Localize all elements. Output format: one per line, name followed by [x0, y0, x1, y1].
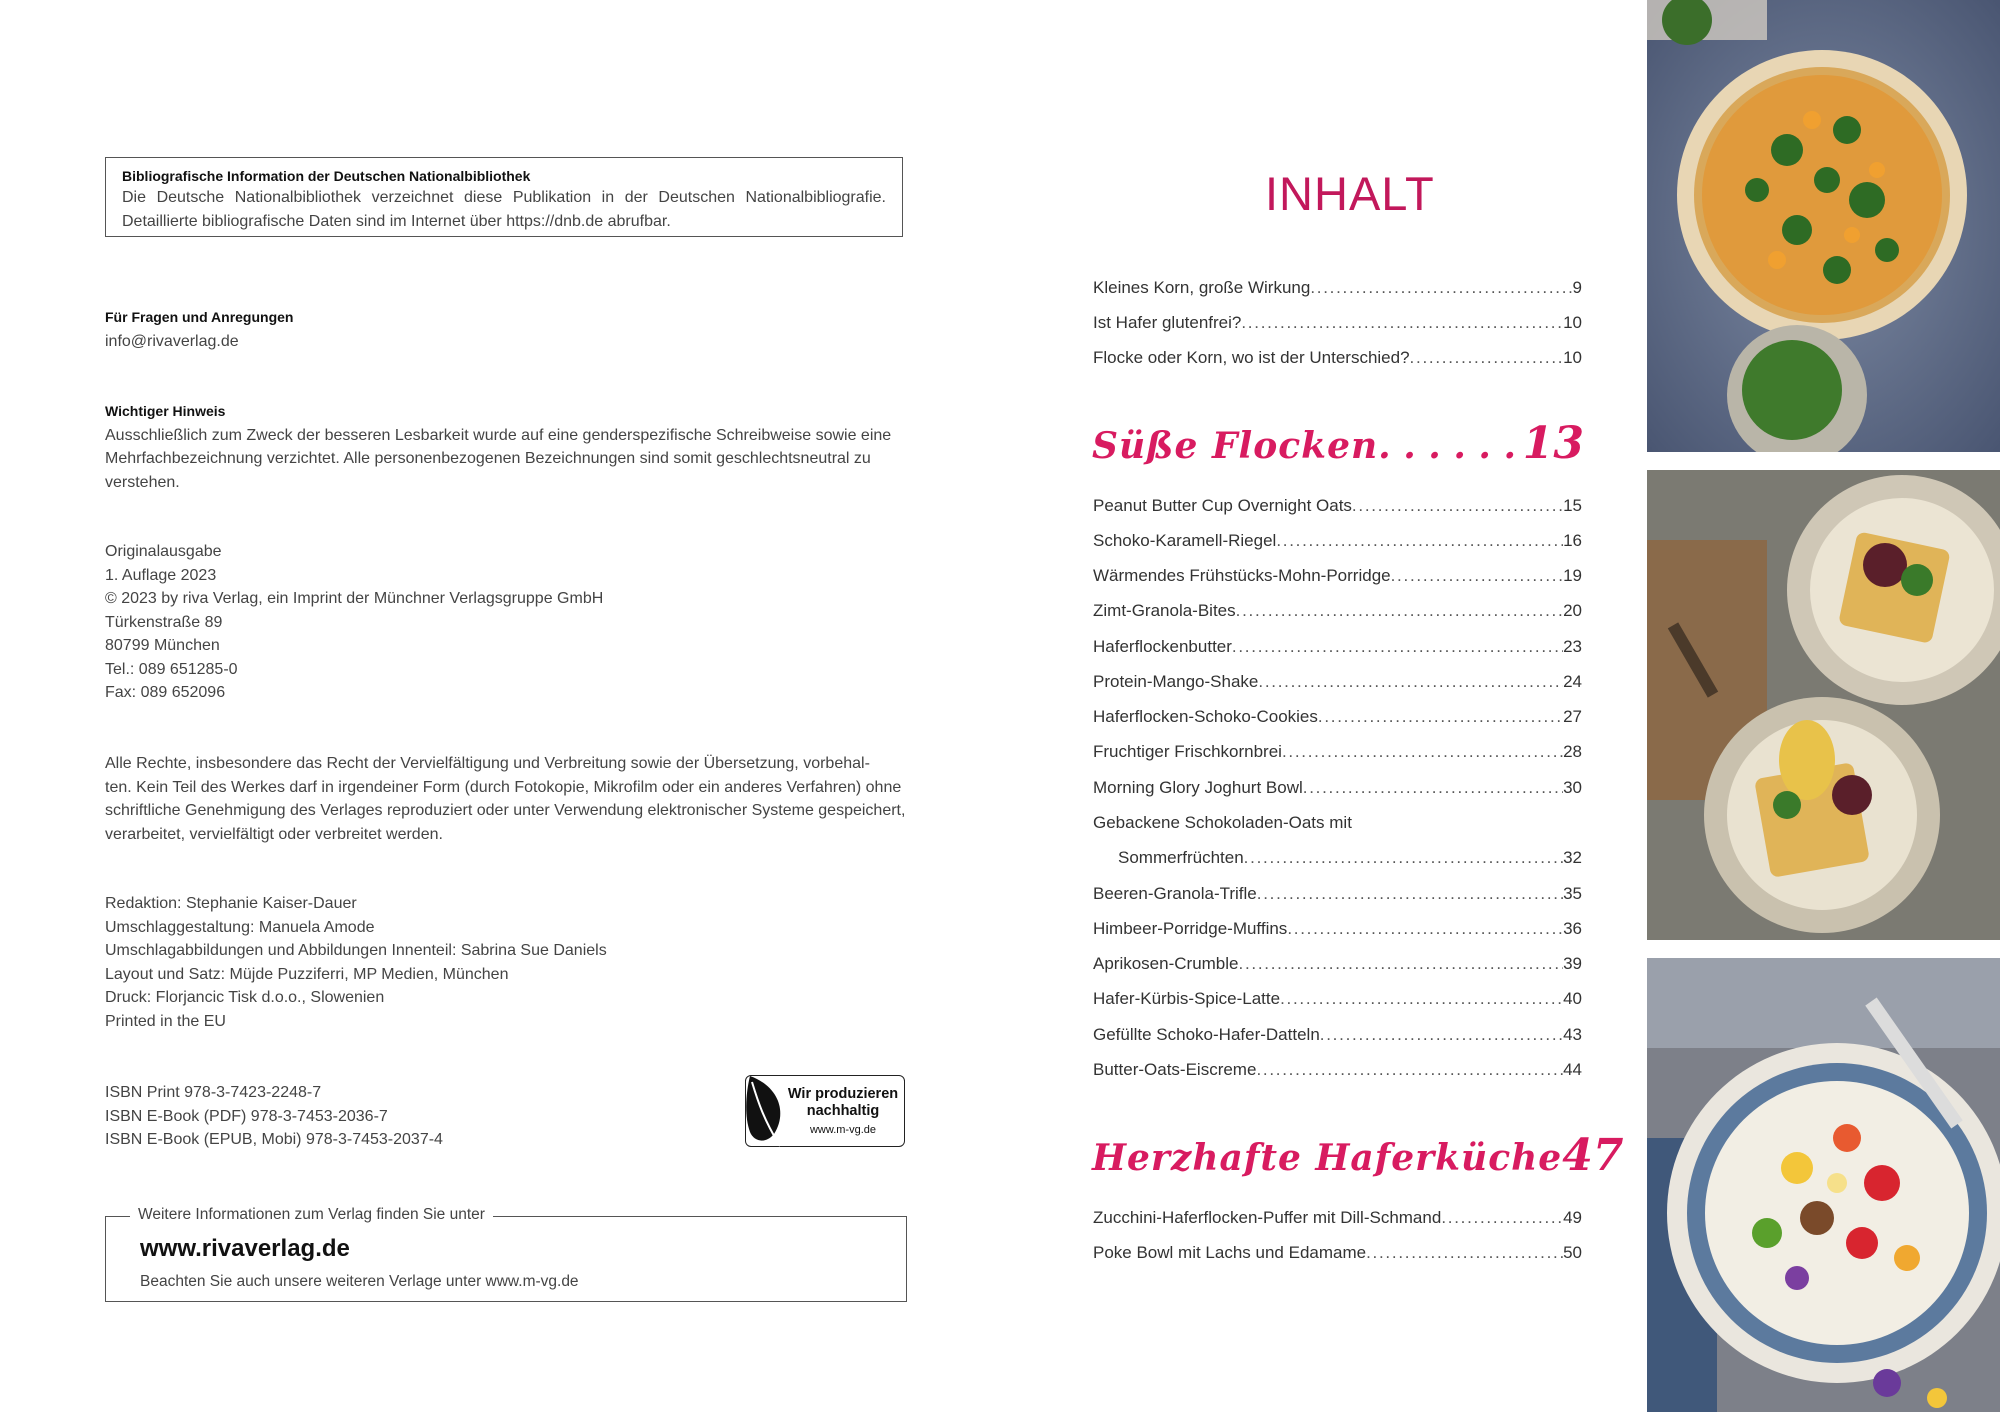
credits-block	[105, 892, 905, 1033]
toc-entry-page: 39	[1563, 954, 1582, 973]
section-page: 47	[1562, 1130, 1624, 1181]
toc-entry-label: Flocke oder Korn, wo ist der Unterschied?	[1093, 348, 1410, 367]
edition-line: 80799 München	[105, 637, 220, 654]
toc-entry-label: Haferflockenbutter	[1093, 637, 1232, 656]
toc-entry-page: 10	[1563, 313, 1582, 332]
toc-entry-label: Peanut Butter Cup Overnight Oats	[1093, 496, 1352, 515]
toc-entry-label: Fruchtiger Frischkornbrei	[1093, 742, 1282, 761]
toc-section-heading[interactable]	[1092, 1130, 1624, 1190]
toc-entry-label: Himbeer-Porridge-Muffins	[1093, 919, 1288, 938]
section-title: Süße Flocken	[1092, 425, 1379, 467]
edition-line: Originalausgabe	[105, 543, 222, 560]
notice-line: Mehrfachbezeichnung verzichtet. Alle personenbezogenen Bezeichnungen sind somit geschlechtsneutral zu	[105, 450, 871, 467]
edition-line: Tel.: 089 651285-0	[105, 660, 238, 678]
toc-entry-label: Morning Glory Joghurt Bowl	[1093, 778, 1303, 797]
toc-entry-label: Ist Hafer glutenfrei?	[1093, 313, 1242, 332]
waffle-bowls-photo	[1647, 470, 2000, 940]
toc-entry-label: Beeren-Granola-Trifle	[1093, 884, 1257, 903]
questions-email[interactable]: info@rivaverlag.de	[105, 332, 239, 350]
toc-entry-page: 30	[1563, 778, 1582, 797]
quiche-photo	[1647, 0, 2000, 452]
isbn-block	[105, 1081, 705, 1152]
toc-entry-page: 19	[1563, 566, 1582, 585]
section-title: Herzhafte Haferküche	[1092, 1137, 1563, 1179]
yogurt-bowl-photo	[1647, 958, 2000, 1412]
toc-entry-label: Haferflocken-Schoko-Cookies	[1093, 707, 1318, 726]
toc-entry-label: Sommerfrüchten	[1118, 848, 1244, 867]
toc-section-heading[interactable]	[1092, 418, 1584, 478]
rights-line: schriftliche Genehmigung des Verlages reproduziert oder unter Verwendung elektronischer Systeme gespeichert,	[105, 802, 906, 819]
logo-line-2: nachhaltig	[806, 1103, 880, 1119]
toc-entry-label: Schoko-Karamell-Riegel	[1093, 531, 1277, 550]
rights-line: ten. Kein Teil des Werkes darf in irgendeiner Form (durch Fotokopie, Mikrofilm oder ein anderes Verfahren) ohne	[105, 778, 902, 796]
publisher-url-link[interactable]: www.rivaverlag.de	[140, 1235, 350, 1262]
toc-entry-page: 32	[1563, 848, 1582, 867]
toc-entry-label: Aprikosen-Crumble	[1093, 954, 1239, 973]
toc-entry-label: Zimt-Granola-Bites	[1093, 601, 1236, 620]
toc-entry[interactable]	[1093, 778, 1582, 806]
edition-line: Fax: 089 652096	[105, 684, 226, 701]
toc-entry-page: 36	[1563, 919, 1582, 938]
credits-line: Umschlagabbildungen und Abbildungen Innenteil: Sabrina Sue Daniels	[105, 942, 607, 959]
toc-entry-page: 24	[1563, 672, 1582, 691]
rights-line: Alle Rechte, insbesondere das Recht der Vervielfältigung und Verbreitung sowie der Übersetzung, vorbehal-	[105, 755, 870, 772]
rights-line: verarbeitet, vervielfältigt oder verbreitet werden.	[105, 825, 443, 843]
toc-entry-page: 15	[1563, 496, 1582, 515]
toc-entry-label: Gefüllte Schoko-Hafer-Datteln	[1093, 1025, 1320, 1044]
other-publishers-text: Beachten Sie auch unsere weiteren Verlage unter www.m-vg.de	[140, 1273, 579, 1290]
section-page: 13	[1522, 418, 1584, 469]
isbn-line: ISBN Print 978-3-7423-2248-7	[105, 1084, 322, 1101]
toc-entry[interactable]	[1093, 1243, 1582, 1271]
toc-entry[interactable]	[1093, 884, 1582, 912]
toc-entry-label: Zucchini-Haferflocken-Puffer mit Dill-Schmand	[1093, 1208, 1442, 1227]
toc-entry-page: 9	[1572, 278, 1582, 297]
credits-line: Umschlaggestaltung: Manuela Amode	[105, 918, 375, 936]
notice-line: Ausschließlich zum Zweck der besseren Lesbarkeit wurde auf eine genderspezifische Schreibweise sowie eine	[105, 426, 892, 444]
toc-entry[interactable]	[1093, 672, 1582, 700]
toc-entry[interactable]	[1093, 1025, 1582, 1053]
notice-title: Wichtiger Hinweis	[105, 403, 226, 419]
toc-entry[interactable]	[1093, 989, 1582, 1017]
toc-entry-label: Hafer-Kürbis-Spice-Latte	[1093, 989, 1281, 1008]
toc-entry[interactable]	[1093, 1060, 1582, 1088]
toc-entry-label: Kleines Korn, große Wirkung	[1093, 278, 1311, 297]
leaf-icon	[744, 1072, 788, 1150]
isbn-line: ISBN E-Book (PDF) 978-3-7453-2036-7	[105, 1107, 388, 1125]
toc-entry[interactable]	[1093, 919, 1582, 947]
edition-line: 1. Auflage 2023	[105, 566, 217, 584]
toc-entry[interactable]	[1093, 348, 1582, 376]
toc-entry[interactable]	[1093, 848, 1582, 876]
notice-block	[105, 400, 905, 494]
bib-text: Die Deutsche Nationalbibliothek verzeichnet diese Publikation in der Deutschen Nationalbibliografie. Detaillierte bibliografische Daten sind im Internet über https://dnb.de abrufbar.	[122, 189, 886, 230]
isbn-line: ISBN E-Book (EPUB, Mobi) 978-3-7453-2037-4	[105, 1131, 443, 1148]
questions-block	[105, 306, 905, 353]
toc-entry[interactable]	[1093, 531, 1582, 559]
toc-entry[interactable]	[1093, 1208, 1582, 1236]
web-box-legend: Weitere Informationen zum Verlag finden Sie unter	[130, 1206, 493, 1224]
bibliographic-info-box	[105, 157, 903, 237]
toc-entry-label: Wärmendes Frühstücks-Mohn-Porridge	[1093, 566, 1391, 585]
logo-url: www.m-vg.de	[809, 1124, 877, 1136]
edition-block	[105, 540, 905, 705]
sustainability-logo	[745, 1075, 905, 1147]
credits-line: Druck: Florjancic Tisk d.o.o., Slowenien	[105, 989, 385, 1006]
questions-title: Für Fragen und Anregungen	[105, 309, 294, 325]
edition-line: Türkenstraße 89	[105, 613, 223, 631]
toc-entry-label: Protein-Mango-Shake	[1093, 672, 1259, 691]
publisher-web-box	[105, 1206, 907, 1302]
credits-line: Layout und Satz: Müjde Puzziferri, MP Medien, München	[105, 965, 509, 983]
toc-entry-page: 10	[1563, 348, 1582, 367]
bib-title: Bibliografische Information der Deutschen Nationalbibliothek	[122, 168, 531, 184]
toc-entry-label: Poke Bowl mit Lachs und Edamame	[1093, 1243, 1367, 1262]
credits-line: Redaktion: Stephanie Kaiser-Dauer	[105, 895, 357, 912]
rights-block	[105, 752, 905, 846]
toc-entry[interactable]	[1093, 637, 1582, 665]
toc-title: INHALT	[1265, 167, 1435, 220]
toc-entry[interactable]	[1093, 954, 1582, 982]
toc-entry-page: 20	[1563, 601, 1582, 620]
toc-entry[interactable]	[1093, 742, 1582, 770]
toc-entry-page: 43	[1563, 1025, 1582, 1044]
edition-line: © 2023 by riva Verlag, ein Imprint der Münchner Verlagsgruppe GmbH	[105, 590, 604, 607]
toc-entry[interactable]	[1093, 278, 1582, 306]
credits-line: Printed in the EU	[105, 1012, 226, 1030]
toc-entry[interactable]	[1093, 601, 1582, 629]
toc-entry[interactable]	[1093, 813, 1582, 841]
toc-entry-page: 28	[1563, 742, 1582, 761]
toc-entry[interactable]	[1093, 313, 1582, 341]
toc-entry-page: 50	[1563, 1243, 1582, 1262]
toc-entry-label: Butter-Oats-Eiscreme	[1093, 1060, 1257, 1079]
toc-entry-page: 40	[1563, 989, 1582, 1008]
notice-line: verstehen.	[105, 473, 180, 491]
toc-entry-page: 16	[1563, 531, 1582, 550]
toc-entry[interactable]	[1093, 496, 1582, 524]
toc-entry-page: 27	[1563, 707, 1582, 726]
toc-entry[interactable]	[1093, 566, 1582, 594]
toc-entry[interactable]	[1093, 707, 1582, 735]
toc-entry-page: 35	[1563, 884, 1582, 903]
toc-entry-page: 44	[1563, 1060, 1582, 1079]
toc-entry-page: 23	[1563, 637, 1582, 656]
toc-entry-page: 49	[1563, 1208, 1582, 1227]
logo-line-1: Wir produzieren	[787, 1086, 899, 1102]
toc-entry-label: Gebackene Schokoladen-Oats mit	[1093, 813, 1352, 832]
